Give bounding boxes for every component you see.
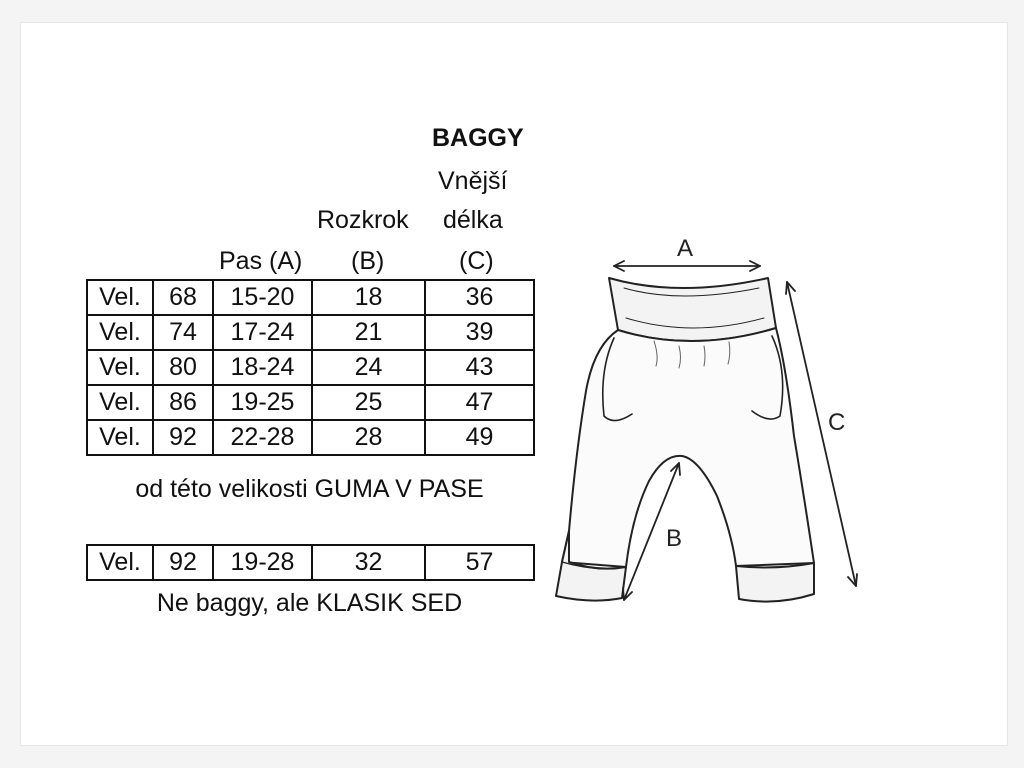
size-cell: 86 [153,385,213,420]
header-rozkrok-line2: (B) [351,247,385,275]
length-cell: 36 [425,280,534,315]
waist-cell: 15-20 [213,280,312,315]
header-delka-line1: Vnější [438,167,508,195]
table-row [87,545,534,580]
crotch-cell: 28 [312,420,425,455]
size-cell: 68 [153,280,213,315]
crotch-cell: 18 [312,280,425,315]
waist-cell: 17-24 [213,315,312,350]
crotch-cell: 32 [312,545,425,580]
waist-cell: 19-28 [213,545,312,580]
header-rozkrok-line1: Rozkrok [317,206,409,234]
header-delka-line3: (C) [459,247,494,275]
length-cell: 49 [425,420,534,455]
waist-cell: 19-25 [213,385,312,420]
length-cell: 39 [425,315,534,350]
row-label: Vel. [87,280,153,315]
waist-cell: 18-24 [213,350,312,385]
table-row [87,385,534,420]
page-title: BAGGY [432,124,524,152]
header-pas: Pas (A) [219,247,303,275]
length-cell: 43 [425,350,534,385]
size-cell: 74 [153,315,213,350]
row-label: Vel. [87,545,153,580]
baggy-note: od této velikosti GUMA V PASE [135,475,484,503]
crotch-cell: 25 [312,385,425,420]
row-label: Vel. [87,385,153,420]
klasik-size-table [86,544,535,581]
size-cell: 92 [153,545,213,580]
size-cell: 92 [153,420,213,455]
table-row [87,315,534,350]
crotch-cell: 24 [312,350,425,385]
size-cell: 80 [153,350,213,385]
measure-c-label: C [828,409,846,436]
pants-illustration-icon [514,206,884,616]
row-label: Vel. [87,350,153,385]
length-cell: 57 [425,545,534,580]
row-label: Vel. [87,420,153,455]
waistband-shape [609,278,776,341]
table-row [87,350,534,385]
measure-b-label: B [666,525,683,552]
pants-body-shape [562,328,814,567]
header-delka-line2: délka [443,206,503,234]
table-row [87,280,534,315]
row-label: Vel. [87,315,153,350]
right-cuff-shape [736,563,814,602]
klasik-note: Ne baggy, ale KLASIK SED [156,589,463,617]
length-cell: 47 [425,385,534,420]
measure-a-label: A [677,235,694,262]
waist-cell: 22-28 [213,420,312,455]
baggy-size-table [86,279,535,456]
crotch-cell: 21 [312,315,425,350]
table-row [87,420,534,455]
